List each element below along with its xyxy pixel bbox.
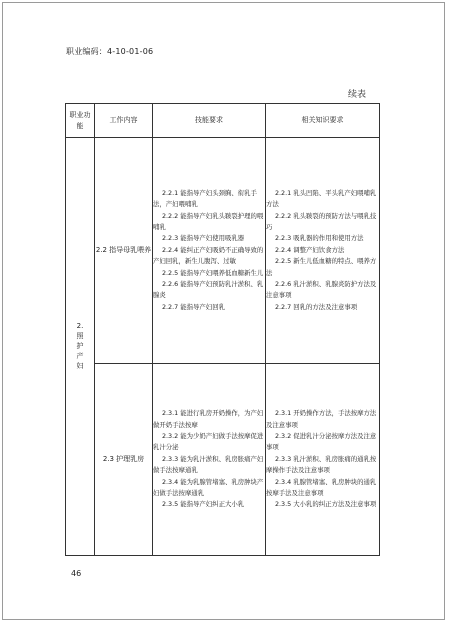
- occupation-code: 职业编码：4-10-01-06: [66, 47, 154, 56]
- work-content-label: 2.3 护理乳房: [102, 455, 145, 464]
- knowledge-cell: [266, 138, 380, 364]
- function-label: 2. 照护产妇: [76, 321, 84, 371]
- header-level: 职业功能: [66, 104, 95, 138]
- skills-cell: [153, 364, 266, 556]
- continuation-label: 续表: [348, 90, 367, 100]
- header-skills: 技能要求: [153, 104, 266, 138]
- knowledge-item: 2.3.5 大小乳的纠正方法及注意事项: [274, 500, 377, 509]
- knowledge-item: 2.2.1 乳头凹陷、平头乳产妇喂哺乳方法: [266, 188, 377, 209]
- skill-item: 2.2.4 能纠正产妇吸奶不正确导致的产妇回乳，新生儿腹泻、过敏: [153, 245, 264, 266]
- skill-item: 2.3.4 能为乳腺管堵塞、乳房肿块产妇做手法按摩通乳: [153, 477, 264, 497]
- knowledge-item: 2.2.2 乳头皲裂的预防方法与喂乳技巧: [266, 211, 377, 232]
- skill-item: 2.2.3 能指导产妇使用吸乳器: [161, 234, 245, 243]
- skills-table: [65, 103, 380, 556]
- skill-item: 2.3.5 能指导产妇纠正大小乳: [161, 500, 245, 509]
- skill-item: 2.2.7 能指导产妇回乳: [161, 302, 225, 311]
- document-page: [2, 2, 445, 620]
- header-knowledge: 相关知识要求: [266, 104, 380, 138]
- knowledge-item: 2.2.6 乳汁淤积、乳腺炎防护方法及注意事项: [266, 279, 377, 300]
- knowledge-item: 2.2.4 调整产妇饮食方法: [274, 245, 345, 254]
- table-row: [66, 138, 380, 364]
- header-content: 工作内容: [95, 104, 153, 138]
- knowledge-item: 2.3.4 乳腺管堵塞、乳房肿块的通乳按摩手法及注意事项: [266, 477, 377, 497]
- knowledge-item: 2.2.7 回乳的方法及注意事项: [274, 302, 358, 311]
- table-header-row: [66, 104, 380, 138]
- table-row: [66, 364, 380, 556]
- skill-item: 2.2.1 能指导产妇头颈胸、衔乳手法，产妇喂哺乳: [153, 188, 257, 209]
- skill-item: 2.3.1 能进行乳房开奶操作，为产妇做开奶手法按摩: [153, 409, 264, 429]
- knowledge-item: 2.2.3 吸乳器的作用和使用方法: [274, 234, 364, 243]
- content-cell: [95, 364, 153, 556]
- knowledge-item: 2.3.1 开奶操作方法，手法按摩方法及注意事项: [266, 409, 377, 429]
- knowledge-cell: [266, 364, 380, 556]
- knowledge-item: 2.3.3 乳汁淤积、乳房胀痛的通乳按摩操作手法及注意事项: [266, 454, 377, 475]
- skill-item: 2.2.2 能指导产妇乳头皲裂护理的喂哺乳: [153, 211, 264, 232]
- skill-item: 2.2.5 能指导产妇喂养低血糖新生儿: [161, 268, 264, 277]
- work-content-label: 2.2 指导母乳喂养: [95, 246, 152, 255]
- skill-item: 2.2.6 能指导产妇预防乳汁淤积、乳腺炎: [153, 279, 264, 300]
- function-cell: [66, 138, 95, 556]
- content-cell: [95, 138, 153, 364]
- skill-item: 2.3.3 能为乳汁淤积、乳房胀痛产妇做手法按摩通乳: [153, 454, 264, 475]
- skill-item: 2.3.2 能为少奶产妇做手法按摩促进乳汁分泌: [153, 432, 264, 452]
- knowledge-item: 2.3.2 促进乳汁分泌按摩方法及注意事项: [266, 432, 377, 452]
- page-number: 46: [71, 569, 82, 578]
- knowledge-item: 2.2.5 新生儿低血糖的特点、喂养方法: [266, 257, 377, 277]
- skills-cell: [153, 138, 266, 364]
